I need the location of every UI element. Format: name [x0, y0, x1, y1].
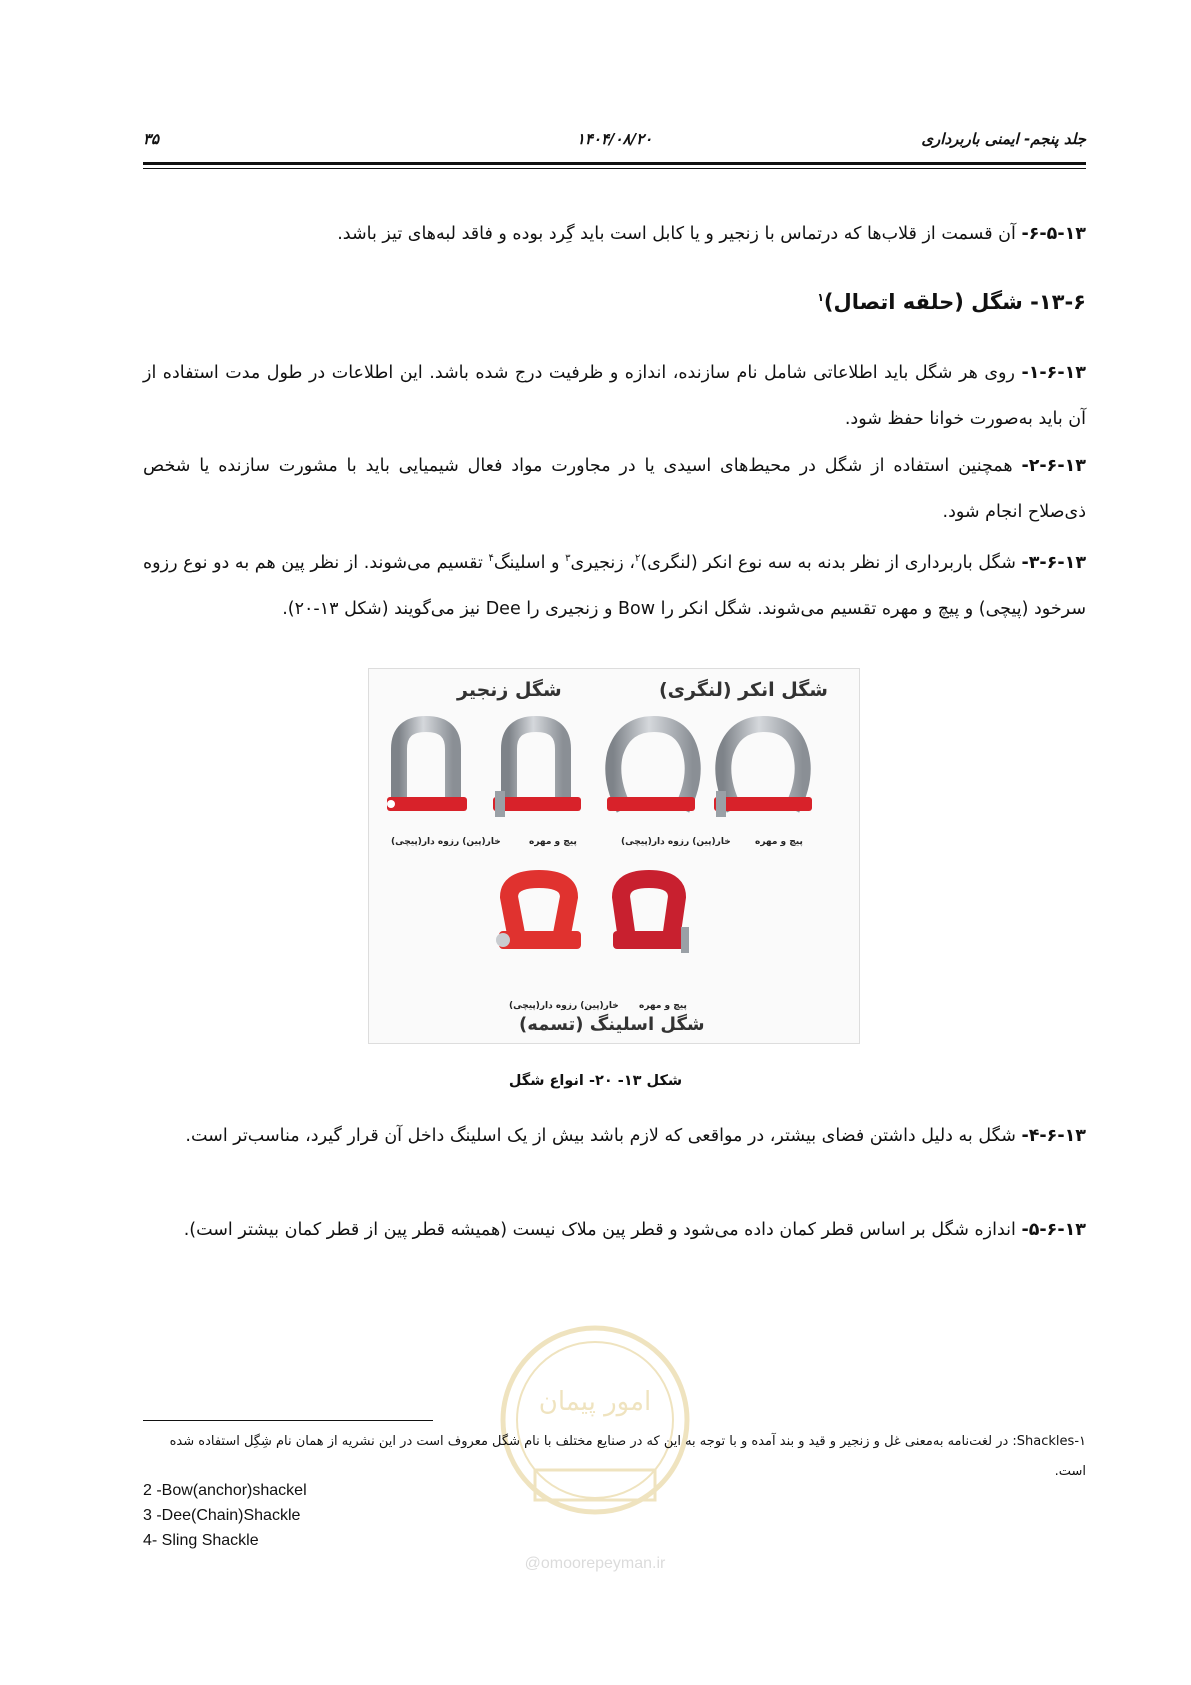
- watermark-logo-text: امور پیمان: [538, 1387, 652, 1417]
- clause-text: روی هر شگل باید اطلاعاتی شامل نام سازنده، اندازه و ظرفیت درج شده باشد. این اطلاعات در طول مدت استفاده از آن باید به‌صورت خوانا حفظ شود.: [143, 363, 1086, 429]
- shackle-types-figure: [368, 668, 860, 1044]
- clause-text-d: تقسیم می‌شوند. از نظر پین هم به دو نوع رزوه سرخود (پیچی) و پیچ و مهره تقسیم می‌شوند. شگل انکر را Bow و زنجیری را Dee نیز می‌گویند (شکل ۱۳-۲۰).: [143, 552, 1086, 619]
- page-number: ۳۵: [143, 130, 160, 148]
- watermark-url: @omoorepeyman.ir: [524, 1555, 666, 1572]
- footnote-1-label: Shackles-۱: [1016, 1434, 1086, 1449]
- footnote-rule: [143, 1420, 433, 1421]
- caption-threaded-pin: خار(پین) رزوه دار(پیچی): [621, 837, 731, 847]
- clause-number: ۲-۶-۱۳-: [1021, 456, 1086, 476]
- paragraph-5-6-13: [143, 1207, 1086, 1253]
- footnote-ref-3: ۳: [565, 553, 571, 564]
- clause-text-c: و اسلینگ: [493, 552, 566, 573]
- caption-bolt-nut: پیچ و مهره: [639, 1001, 687, 1011]
- header-rule-thick: [143, 162, 1086, 165]
- clause-text: آن قسمت از قلاب‌ها که درتماس با زنجیر و یا کابل است باید گِرد بوده و فاقد لبه‌های تیز باشد.: [337, 224, 1022, 244]
- label-anchor-shackle: شگل انکر (لنگری): [659, 679, 828, 701]
- clause-text-a: شگل باربرداری از نظر بدنه به سه نوع انکر (لنگری): [640, 552, 1022, 573]
- paragraph-6-5-13: [206, 211, 1086, 257]
- dee-shackle-bolt-icon: [493, 724, 581, 817]
- paragraph-3-6-13: [143, 536, 1086, 632]
- clause-text-b: ، زنجیری: [570, 552, 635, 573]
- footnote-1: [143, 1427, 1086, 1487]
- page-header: [143, 130, 1086, 156]
- bow-shackle-threaded-icon: [607, 724, 695, 811]
- shackle-illustrations: [369, 669, 859, 1043]
- clause-text: همچنین استفاده از شگل در محیط‌های اسیدی یا در مجاورت مواد فعال شیمیایی باید با مشورت سازنده یا شخص ذی‌صلاح انجام شود.: [143, 456, 1086, 522]
- dee-shackle-threaded-icon: [387, 724, 467, 811]
- caption-bolt-nut: پیچ و مهره: [529, 837, 577, 847]
- footnote-4: 4- Sling Shackle: [143, 1532, 259, 1549]
- heading-footnote-ref: ۱: [817, 291, 824, 304]
- paragraph-1-6-13: [143, 350, 1086, 442]
- header-date: ۱۴۰۴/۰۸/۲۰: [576, 130, 653, 148]
- caption-bolt-nut: پیچ و مهره: [755, 837, 803, 847]
- sling-shackle-bolt-icon: [613, 879, 689, 953]
- clause-text: شگل به دلیل داشتن فضای بیشتر، در مواقعی که لازم باشد بیش از یک اسلینگ داخل آن قرار گیرد، مناسب‌تر است.: [185, 1126, 1022, 1146]
- clause-number: ۶-۵-۱۳-: [1021, 224, 1086, 244]
- footnote-ref-2: ۲: [635, 553, 641, 564]
- section-heading: [817, 290, 1086, 314]
- footnote-3: 3 -Dee(Chain)Shackle: [143, 1507, 301, 1524]
- bow-shackle-bolt-icon: [714, 724, 812, 817]
- caption-threaded-pin: خار(پین) رزوه دار(پیچی): [391, 837, 501, 847]
- paragraph-4-6-13: [143, 1113, 1086, 1159]
- clause-number: ۳-۶-۱۳-: [1021, 552, 1087, 573]
- clause-number: ۵-۶-۱۳-: [1021, 1220, 1086, 1240]
- clause-number: ۱-۶-۱۳-: [1021, 363, 1086, 383]
- paragraph-2-6-13: [143, 443, 1086, 535]
- label-sling-shackle: شگل اسلینگ (تسمه): [519, 1014, 705, 1035]
- sling-shackle-threaded-icon: [496, 879, 581, 949]
- footnote-2: 2 -Bow(anchor)shackel: [143, 1482, 307, 1499]
- book-title: جلد پنجم- ایمنی باربرداری: [921, 130, 1086, 148]
- footnote-ref-4: ۴: [488, 553, 494, 564]
- header-rule-thin: [143, 168, 1086, 169]
- figure-caption: شکل ۱۳- ۲۰- انواع شگل: [508, 1073, 683, 1089]
- heading-text: ۱۳-۶- شگل (حلقه اتصال): [823, 290, 1086, 314]
- caption-threaded-pin: خار(پین) رزوه دار(پیچی): [509, 1001, 619, 1011]
- clause-number: ۴-۶-۱۳-: [1021, 1126, 1086, 1146]
- clause-text: اندازه شگل بر اساس قطر کمان داده می‌شود و قطر پین ملاک نیست (همیشه قطر پین از قطر کمان بیشتر است).: [183, 1220, 1022, 1240]
- footnote-1-text: : در لغت‌نامه به‌معنی غل و زنجیر و قید و بند آمده و با توجه به این که در صنایع مختلف با نام شگل معروف است در این نشریه از همان نام شِگِل استفاده شده است.: [169, 1434, 1086, 1479]
- label-chain-shackle: شگل زنجیر: [457, 679, 562, 701]
